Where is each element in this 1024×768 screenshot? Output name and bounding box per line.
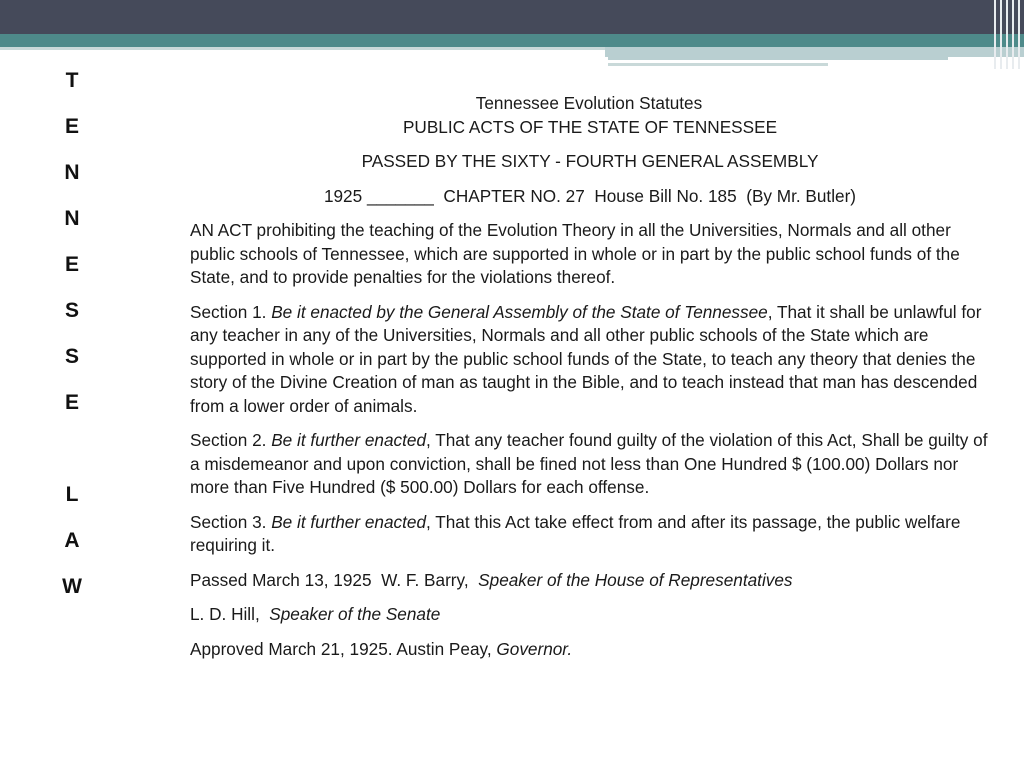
vertical-title-letter: E [64, 115, 79, 138]
vertical-title-letter: T [65, 69, 79, 92]
header-stripe [605, 47, 1024, 57]
act-intro: AN ACT prohibiting the teaching of the Evolution Theory in all the Universities, Normals and all other public schools of Tennessee, which are supported in whole or in part by the public school funds of the State, and to provide penalties for the violations thereof. [190, 220, 960, 287]
assembly-line: PASSED BY THE SIXTY - FOURTH GENERAL ASSEMBLY [361, 151, 819, 171]
enacting-clause: Be it enacted by the General Assembly of the State of Tennessee [271, 301, 768, 322]
vertical-title [52, 68, 92, 620]
header-band-dark [0, 0, 1024, 34]
section-3 [190, 511, 990, 558]
vertical-title-letter: N [64, 161, 80, 184]
header-band-teal [0, 34, 1024, 47]
signature-approved [190, 638, 990, 662]
section-text: , That any teacher found guilty of the violation of this Act, Shall be guilty of a misdemeanor and upon conviction, shall be fined not less than One Hundred $ (100.00) Dollars nor more than Five Hundred ($ 500.00) Dollars for each offense. [190, 430, 988, 497]
signature-text: L. D. Hill, [190, 604, 270, 624]
header-stripe [608, 63, 828, 66]
signature-title: Governor. [496, 638, 573, 659]
signature-title: Speaker of the House of Representatives [478, 569, 793, 590]
signature-text: Approved March 21, 1925. Austin Peay, [190, 638, 497, 659]
section-2 [190, 429, 990, 500]
vertical-title-letter: S [64, 299, 79, 322]
section-label: Section 2. [190, 430, 272, 450]
vertical-title-letter: S [64, 345, 79, 368]
section-label: Section 3. [190, 511, 272, 532]
document-subtitle: PUBLIC ACTS OF THE STATE OF TENNESSEE [402, 116, 778, 137]
enacting-clause: Be it further enacted [271, 511, 426, 532]
vertical-title-letter: A [64, 529, 80, 552]
header-stripe [608, 57, 948, 60]
section-1 [190, 301, 990, 419]
vertical-title-letter: W [62, 575, 82, 598]
enacting-clause: Be it further enacted [271, 430, 426, 450]
vertical-title-letter [52, 436, 92, 482]
section-text: , That this Act take effect from and after its passage, the public welfare requiring it. [190, 511, 961, 555]
section-text: , That it shall be unlawful for any teacher in any of the Universities, Normals and all other public schools of the State which are supported in whole or in part by the public school funds of the State, to teach any theory that denies the story of the Divine Creation of man as taught in the Bible, and to teach instead that man has descended from a lower order of animals. [190, 301, 982, 416]
vertical-title-letter: E [64, 391, 79, 414]
section-label: Section 1. [190, 301, 272, 322]
bill-line: 1925 _______ CHAPTER NO. 27 House Bill No. 185 (By Mr. Butler) [323, 185, 857, 206]
vertical-title-letter: N [64, 207, 80, 230]
vertical-title-letter: E [64, 253, 79, 276]
signature-text: Passed March 13, 1925 W. F. Barry, [190, 569, 479, 590]
corner-decoration [990, 0, 1024, 69]
signature-title: Speaker of the Senate [269, 604, 441, 624]
vertical-title-letter: L [65, 483, 79, 506]
statute-text [190, 92, 990, 672]
document-title: Tennessee Evolution Statutes [475, 93, 703, 113]
signature-senate [190, 603, 990, 627]
signature-passed [190, 569, 990, 593]
header-stripe [0, 47, 605, 50]
